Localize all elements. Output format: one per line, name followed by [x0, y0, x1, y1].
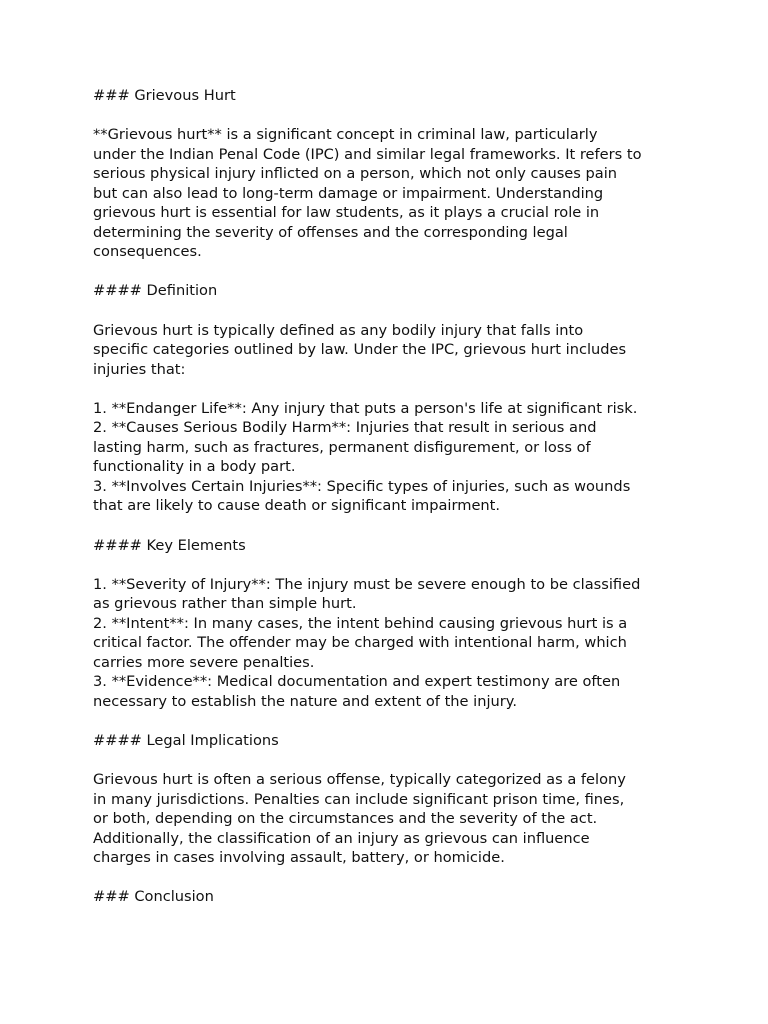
blank-line	[93, 751, 693, 771]
blank-line	[93, 301, 693, 321]
intro-line-4: but can also lead to long-term damage or impairment. Understanding	[93, 184, 604, 202]
intro-line-5: grievous hurt is essential for law students, as it plays a crucial role in	[93, 204, 600, 222]
legal-line-4: Additionally, the classification of an injury as grievous can influence	[93, 829, 590, 847]
definition-line-1: Grievous hurt is typically defined as any bodily injury that falls into	[93, 321, 584, 339]
intro-line-2: under the Indian Penal Code (IPC) and similar legal frameworks. It refers to	[93, 145, 642, 163]
definition-line-2: specific categories outlined by law. Under the IPC, grievous hurt includes	[93, 341, 627, 359]
blank-line	[93, 555, 693, 575]
legal-line-5: charges in cases involving assault, battery, or homicide.	[93, 849, 505, 867]
intro-line-3: serious physical injury inflicted on a person, which not only causes pain	[93, 165, 618, 183]
key-element-2-cont: critical factor. The offender may be charged with intentional harm, which	[93, 634, 627, 652]
definition-line-3: injuries that:	[93, 360, 186, 378]
heading-definition: #### Definition	[93, 282, 218, 300]
heading-conclusion: ### Conclusion	[93, 888, 214, 906]
key-element-2-cont: carries more severe penalties.	[93, 653, 315, 671]
legal-line-2: in many jurisdictions. Penalties can include significant prison time, fines,	[93, 790, 625, 808]
definition-item-2-cont: lasting harm, such as fractures, permanent disfigurement, or loss of	[93, 438, 591, 456]
heading-key-elements: #### Key Elements	[93, 536, 246, 554]
document-page	[93, 86, 693, 907]
key-element-1-cont: as grievous rather than simple hurt.	[93, 595, 357, 613]
legal-line-1: Grievous hurt is often a serious offense, typically categorized as a felony	[93, 771, 626, 789]
key-element-1: 1. **Severity of Injury**: The injury must be severe enough to be classified	[93, 575, 641, 593]
definition-item-3: 3. **Involves Certain Injuries**: Specific types of injuries, such as wounds	[93, 477, 631, 495]
intro-line-6: determining the severity of offenses and the corresponding legal	[93, 223, 568, 241]
blank-line	[93, 379, 693, 399]
key-element-3-cont: necessary to establish the nature and extent of the injury.	[93, 692, 517, 710]
intro-line-1: **Grievous hurt** is a significant concept in criminal law, particularly	[93, 126, 598, 144]
blank-line	[93, 106, 693, 126]
definition-item-1: 1. **Endanger Life**: Any injury that puts a person's life at significant risk.	[93, 399, 638, 417]
definition-item-2: 2. **Causes Serious Bodily Harm**: Injuries that result in serious and	[93, 419, 597, 437]
definition-item-3-cont: that are likely to cause death or significant impairment.	[93, 497, 501, 515]
intro-line-7: consequences.	[93, 243, 202, 261]
blank-line	[93, 712, 693, 732]
key-element-2: 2. **Intent**: In many cases, the intent behind causing grievous hurt is a	[93, 614, 628, 632]
heading-legal-implications: #### Legal Implications	[93, 732, 279, 750]
legal-line-3: or both, depending on the circumstances and the severity of the act.	[93, 810, 598, 828]
key-element-3: 3. **Evidence**: Medical documentation and expert testimony are often	[93, 673, 621, 691]
heading-grievous-hurt: ### Grievous Hurt	[93, 87, 236, 104]
blank-line	[93, 516, 693, 536]
blank-line	[93, 262, 693, 282]
blank-line	[93, 868, 693, 888]
definition-item-2-cont: functionality in a body part.	[93, 458, 296, 476]
